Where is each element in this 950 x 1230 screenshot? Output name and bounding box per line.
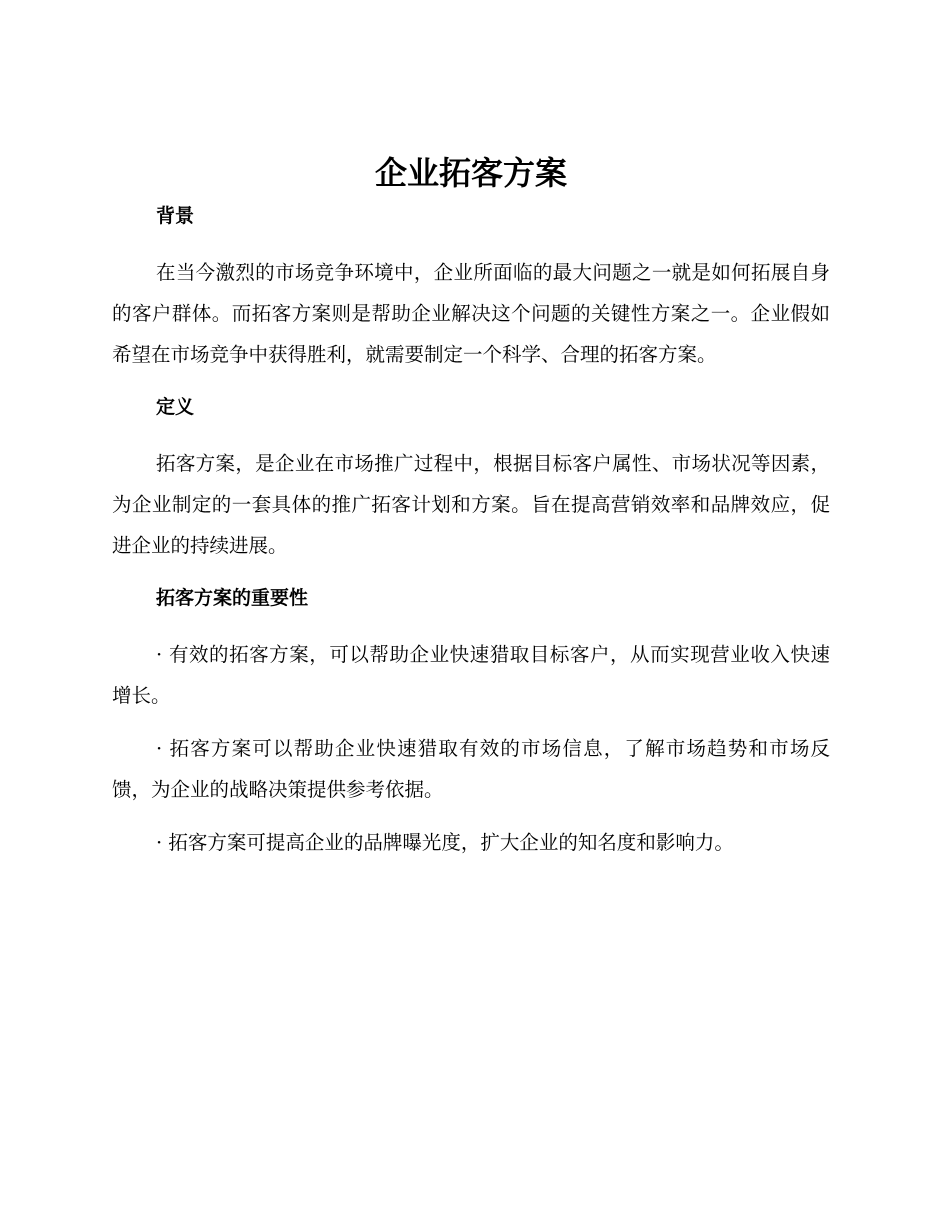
section-background xyxy=(112,204,830,375)
document-content xyxy=(112,150,830,875)
document-title: 企业拓客方案 xyxy=(374,154,567,192)
paragraph: 在当今激烈的市场竞争环境中，企业所面临的最大问题之一就是如何拓展自身的客户群体。而拓客方案则是帮助企业解决这个问题的关键性方案之一。企业假如希望在市场竞争中获得胜利，就需要制定一个科学、合理的拓客方案。 xyxy=(112,261,830,366)
section-definition xyxy=(112,395,830,566)
section-importance xyxy=(112,586,830,863)
bullet-paragraph: · 拓客方案可提高企业的品牌曝光度，扩大企业的知名度和影响力。 xyxy=(156,831,734,854)
paragraph: 拓客方案，是企业在市场推广过程中，根据目标客户属性、市场状况等因素，为企业制定的一套具体的推广拓客计划和方案。旨在提高营销效率和品牌效应，促进企业的持续进展。 xyxy=(112,452,830,557)
section-heading: 拓客方案的重要性 xyxy=(156,587,309,609)
bullet-paragraph: · 拓客方案可以帮助企业快速猎取有效的市场信息，了解市场趋势和市场反馈，为企业的战略决策提供参考依据。 xyxy=(112,737,830,801)
section-heading: 背景 xyxy=(156,205,195,227)
bullet-paragraph: · 有效的拓客方案，可以帮助企业快速猎取目标客户，从而实现营业收入快速增长。 xyxy=(112,643,830,707)
section-heading: 定义 xyxy=(156,396,195,418)
